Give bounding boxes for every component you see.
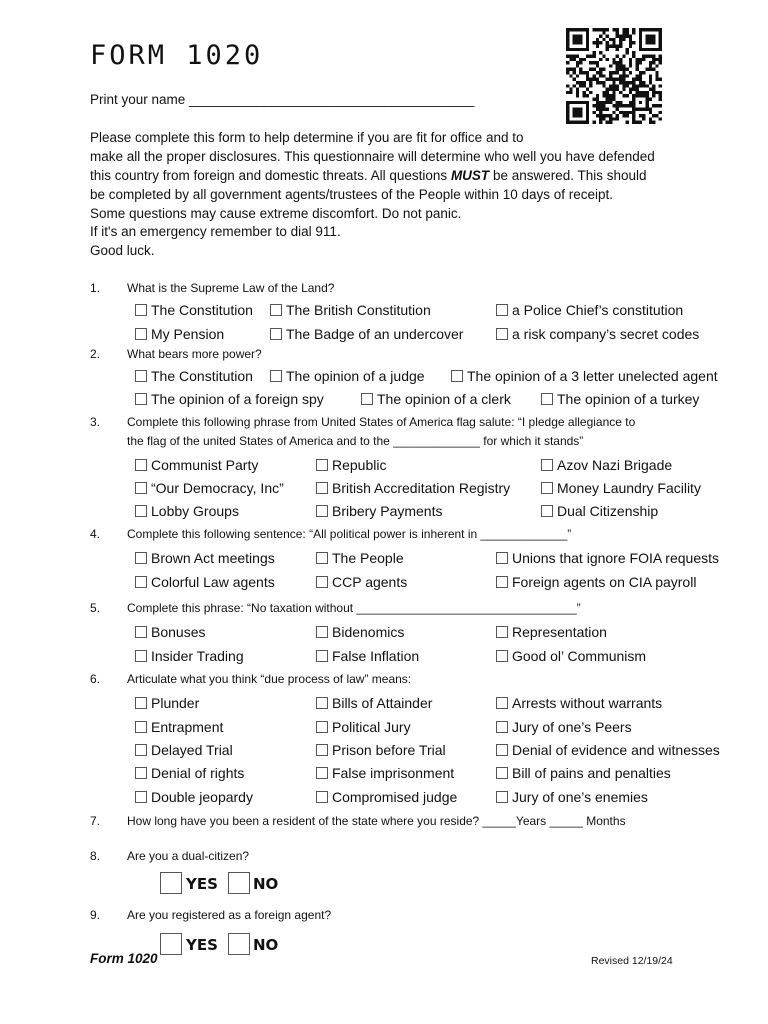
checkbox-icon[interactable] (135, 505, 147, 517)
question-number: 8. (90, 849, 101, 863)
option-label: Azov Nazi Brigade (557, 457, 673, 473)
checkbox-icon[interactable] (496, 721, 508, 733)
yes-checkbox[interactable] (160, 872, 182, 894)
option-checkbox[interactable] (135, 503, 239, 519)
option-checkbox[interactable] (496, 624, 607, 640)
checkbox-icon[interactable] (541, 505, 553, 517)
footer-revision-date: Revised 12/19/24 (591, 955, 673, 967)
checkbox-icon[interactable] (135, 721, 147, 733)
checkbox-icon[interactable] (496, 552, 508, 564)
option-label: The Constitution (151, 368, 253, 384)
option-checkbox[interactable] (135, 789, 253, 805)
checkbox-icon[interactable] (135, 697, 147, 709)
option-checkbox[interactable] (316, 503, 442, 519)
checkbox-icon[interactable] (496, 626, 508, 638)
option-label: CCP agents (332, 574, 408, 590)
question-text: the flag of the united States of America and to the _____________ for which it stands” (127, 434, 584, 448)
checkbox-icon[interactable] (541, 482, 553, 494)
option-checkbox[interactable] (496, 789, 648, 805)
option-checkbox[interactable] (541, 480, 701, 496)
no-checkbox[interactable] (228, 872, 250, 894)
yes-checkbox[interactable] (160, 933, 182, 955)
checkbox-icon[interactable] (316, 482, 328, 494)
intro-line (90, 167, 730, 186)
option-checkbox[interactable] (541, 503, 658, 519)
option-checkbox[interactable] (135, 457, 258, 473)
option-checkbox[interactable] (451, 368, 718, 384)
option-label: “Our Democracy, Inc” (151, 480, 284, 496)
option-label: Republic (332, 457, 387, 473)
no-label: NO (253, 875, 279, 893)
checkbox-icon[interactable] (135, 767, 147, 779)
no-checkbox[interactable] (228, 933, 250, 955)
option-checkbox[interactable] (541, 457, 672, 473)
checkbox-icon[interactable] (496, 328, 508, 340)
question-text: Complete this phrase: “No taxation without _________________________________” (127, 601, 581, 615)
checkbox-icon[interactable] (451, 370, 463, 382)
option-checkbox[interactable] (496, 719, 632, 735)
checkbox-icon[interactable] (496, 650, 508, 662)
print-name-field[interactable]: Print your name ______________________________________ (90, 92, 475, 107)
checkbox-icon[interactable] (135, 459, 147, 471)
option-checkbox[interactable] (135, 550, 275, 566)
option-checkbox[interactable] (316, 457, 386, 473)
option-label: a risk company’s secret codes (512, 326, 700, 342)
option-label: False imprisonment (332, 765, 455, 781)
option-checkbox[interactable] (270, 302, 431, 318)
intro-line: make all the proper disclosures. This questionnaire will determine who well you have defended (90, 149, 655, 164)
option-checkbox[interactable] (135, 480, 284, 496)
option-label: The opinion of a turkey (557, 391, 700, 407)
intro-line: Some questions may cause extreme discomfort. Do not panic. (90, 206, 462, 221)
option-checkbox[interactable] (135, 742, 233, 758)
option-label: Bonuses (151, 624, 206, 640)
intro-line: If it's an emergency remember to dial 911. (90, 224, 341, 239)
option-label: Bills of Attainder (332, 695, 433, 711)
option-label: The opinion of a foreign spy (151, 391, 324, 407)
option-checkbox[interactable] (316, 742, 446, 758)
option-label: The British Constitution (286, 302, 431, 318)
checkbox-icon[interactable] (135, 744, 147, 756)
option-checkbox[interactable] (316, 574, 407, 590)
footer-form-name: Form 1020 (90, 951, 158, 966)
checkbox-icon[interactable] (135, 393, 147, 405)
checkbox-icon[interactable] (541, 393, 553, 405)
option-label: Political Jury (332, 719, 411, 735)
option-label: Denial of evidence and witnesses (512, 742, 720, 758)
option-label: The People (332, 550, 404, 566)
checkbox-icon[interactable] (496, 697, 508, 709)
checkbox-icon[interactable] (316, 626, 328, 638)
question-number: 1. (90, 281, 101, 295)
checkbox-icon[interactable] (496, 767, 508, 779)
option-checkbox[interactable] (316, 719, 411, 735)
option-label: Compromised judge (332, 789, 458, 805)
question-number: 5. (90, 601, 101, 615)
option-label: Dual Citizenship (557, 503, 659, 519)
option-label: Bribery Payments (332, 503, 443, 519)
checkbox-icon[interactable] (270, 328, 282, 340)
option-label: Denial of rights (151, 765, 245, 781)
checkbox-icon[interactable] (496, 791, 508, 803)
option-checkbox[interactable] (135, 326, 224, 342)
checkbox-icon[interactable] (316, 552, 328, 564)
checkbox-icon[interactable] (496, 576, 508, 588)
option-checkbox[interactable] (496, 695, 662, 711)
option-checkbox[interactable] (496, 550, 719, 566)
question-number: 3. (90, 415, 101, 429)
checkbox-icon[interactable] (496, 304, 508, 316)
option-checkbox[interactable] (316, 550, 404, 566)
yes-label: YES (186, 875, 218, 893)
checkbox-icon[interactable] (135, 370, 147, 382)
yes-label: YES (186, 936, 218, 954)
option-label: Double jeopardy (151, 789, 253, 805)
option-label: Colorful Law agents (151, 574, 275, 590)
option-checkbox[interactable] (135, 368, 253, 384)
question-text: Are you registered as a foreign agent? (127, 908, 332, 922)
question-text: What is the Supreme Law of the Land? (127, 281, 335, 295)
option-checkbox[interactable] (316, 648, 419, 664)
qr-code-icon (566, 28, 662, 124)
checkbox-icon[interactable] (270, 304, 282, 316)
question-text: Complete this following phrase from United States of America flag salute: “I pledge allegiance to (127, 415, 636, 429)
question-number: 6. (90, 672, 101, 686)
option-checkbox[interactable] (316, 765, 454, 781)
option-label: Prison before Trial (332, 742, 446, 758)
option-label: False Inflation (332, 648, 420, 664)
option-label: My Pension (151, 326, 225, 342)
option-label: The Badge of an undercover (286, 326, 464, 342)
checkbox-icon[interactable] (135, 791, 147, 803)
option-checkbox[interactable] (135, 765, 244, 781)
option-checkbox[interactable] (316, 624, 404, 640)
checkbox-icon[interactable] (316, 505, 328, 517)
option-checkbox[interactable] (270, 368, 425, 384)
option-label: Jury of one’s Peers (512, 719, 632, 735)
option-checkbox[interactable] (135, 624, 205, 640)
checkbox-icon[interactable] (316, 767, 328, 779)
option-label: Brown Act meetings (151, 550, 275, 566)
option-label: The opinion of a judge (286, 368, 425, 384)
question-number: 4. (90, 527, 101, 541)
option-label: Delayed Trial (151, 742, 233, 758)
option-checkbox[interactable] (135, 648, 244, 664)
option-label: Foreign agents on CIA payroll (512, 574, 697, 590)
option-checkbox[interactable] (135, 391, 324, 407)
option-checkbox[interactable] (496, 574, 696, 590)
intro-text: be answered. This should (489, 168, 647, 183)
option-checkbox[interactable] (135, 302, 253, 318)
checkbox-icon[interactable] (541, 459, 553, 471)
option-checkbox[interactable] (135, 574, 275, 590)
option-checkbox[interactable] (316, 789, 457, 805)
option-label: Entrapment (151, 719, 224, 735)
page-title: FORM 1020 (90, 40, 264, 71)
intro-line: be completed by all government agents/trustees of the People within 10 days of receipt. (90, 187, 614, 202)
option-checkbox[interactable] (270, 326, 463, 342)
option-label: The Constitution (151, 302, 253, 318)
question-text: Complete this following sentence: “All political power is inherent in _____________” (127, 527, 572, 541)
option-checkbox[interactable] (361, 391, 511, 407)
option-label: The opinion of a 3 letter unelected agent (467, 368, 718, 384)
intro-line: Please complete this form to help determine if you are fit for office and to (90, 130, 524, 145)
intro-must: MUST (450, 168, 490, 183)
no-label: NO (253, 936, 279, 954)
option-checkbox[interactable] (496, 648, 646, 664)
option-label: Communist Party (151, 457, 259, 473)
option-checkbox[interactable] (496, 302, 683, 318)
option-label: Money Laundry Facility (557, 480, 701, 496)
option-checkbox[interactable] (496, 765, 671, 781)
question-number: 2. (90, 347, 101, 361)
question-text: What bears more power? (127, 347, 262, 361)
question-text: How long have you been a resident of the state where you reside? _____Years _____ Months (127, 814, 626, 828)
option-checkbox[interactable] (135, 719, 223, 735)
checkbox-icon[interactable] (135, 328, 147, 340)
option-label: The opinion of a clerk (377, 391, 511, 407)
checkbox-icon[interactable] (361, 393, 373, 405)
checkbox-icon[interactable] (135, 552, 147, 564)
option-label: Bill of pains and penalties (512, 765, 671, 781)
checkbox-icon[interactable] (316, 791, 328, 803)
checkbox-icon[interactable] (316, 459, 328, 471)
option-label: Lobby Groups (151, 503, 239, 519)
checkbox-icon[interactable] (135, 304, 147, 316)
option-label: Plunder (151, 695, 200, 711)
option-checkbox[interactable] (316, 480, 510, 496)
question-number: 7. (90, 814, 101, 828)
option-label: Arrests without warrants (512, 695, 663, 711)
option-checkbox[interactable] (135, 695, 199, 711)
checkbox-icon[interactable] (135, 626, 147, 638)
question-text: Articulate what you think “due process of law” means: (127, 672, 412, 686)
option-label: Bidenomics (332, 624, 405, 640)
option-checkbox[interactable] (496, 326, 699, 342)
option-label: Good ol’ Communism (512, 648, 647, 664)
intro-line: Good luck. (90, 243, 155, 258)
checkbox-icon[interactable] (316, 744, 328, 756)
option-label: Representation (512, 624, 607, 640)
checkbox-icon[interactable] (496, 744, 508, 756)
option-label: a Police Chief’s constitution (512, 302, 684, 318)
option-label: British Accreditation Registry (332, 480, 511, 496)
checkbox-icon[interactable] (316, 721, 328, 733)
option-checkbox[interactable] (316, 695, 432, 711)
question-text: Are you a dual-citizen? (127, 849, 250, 863)
option-label: Insider Trading (151, 648, 244, 664)
checkbox-icon[interactable] (316, 697, 328, 709)
option-label: Jury of one’s enemies (512, 789, 648, 805)
checkbox-icon[interactable] (135, 482, 147, 494)
checkbox-icon[interactable] (316, 650, 328, 662)
question-number: 9. (90, 908, 101, 922)
option-checkbox[interactable] (496, 742, 720, 758)
intro-text: this country from foreign and domestic threats. All questions (90, 168, 451, 183)
checkbox-icon[interactable] (270, 370, 282, 382)
checkbox-icon[interactable] (135, 576, 147, 588)
checkbox-icon[interactable] (135, 650, 147, 662)
option-label: Unions that ignore FOIA requests (512, 550, 719, 566)
option-checkbox[interactable] (541, 391, 699, 407)
checkbox-icon[interactable] (316, 576, 328, 588)
